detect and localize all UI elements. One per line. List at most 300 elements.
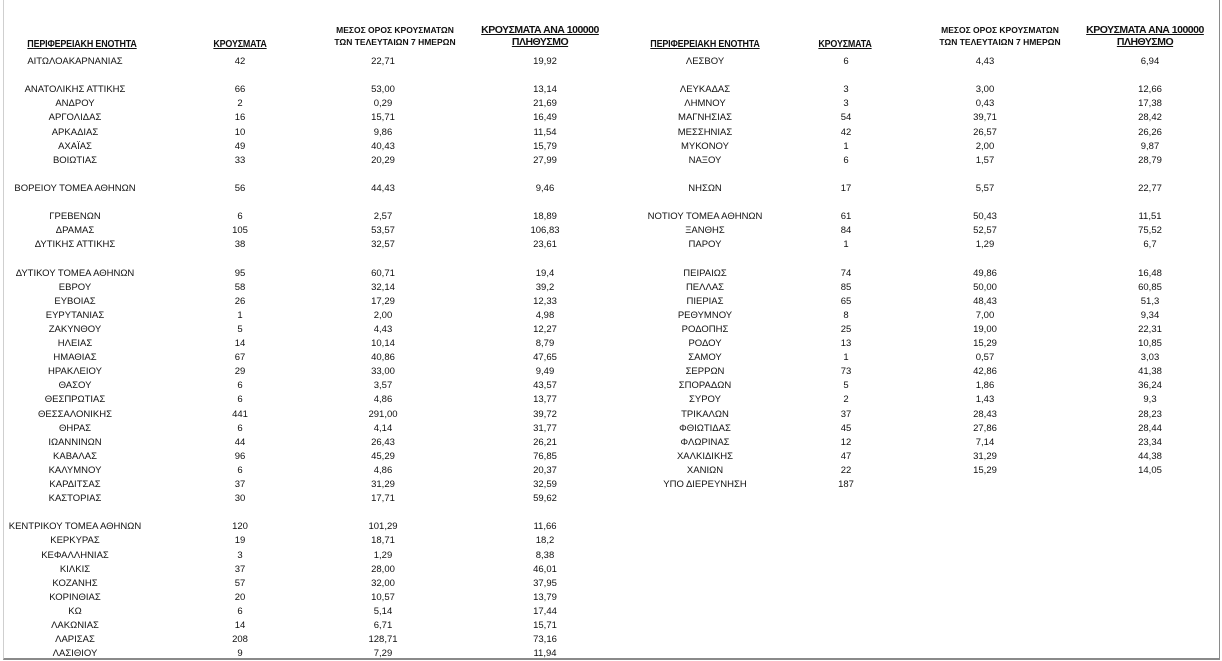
avg-cell: 17,71 xyxy=(371,493,395,505)
cases-cell: 187 xyxy=(838,479,854,490)
region-name-cell: ΜΕΣΣΗΝΙΑΣ xyxy=(677,126,733,138)
table-row xyxy=(0,351,620,365)
table-row xyxy=(0,97,620,111)
region-name-cell: ΙΩΑΝΝΙΝΩΝ xyxy=(48,436,102,448)
cases-cell: 441 xyxy=(232,408,248,420)
avg-cell: 53,57 xyxy=(371,225,395,237)
avg-cell: 26,57 xyxy=(973,126,997,138)
per-cell: 10,85 xyxy=(1138,338,1162,349)
avg-cell: 32,14 xyxy=(371,281,395,293)
avg-cell: 101,29 xyxy=(368,521,398,533)
avg-cell: 53,00 xyxy=(371,84,395,96)
table-row xyxy=(0,140,620,154)
per-cell: 11,66 xyxy=(533,521,557,533)
cases-cell: 25 xyxy=(840,323,852,335)
cases-cell: 6 xyxy=(237,422,243,434)
avg-cell: 50,00 xyxy=(973,281,997,293)
region-name-cell: ΡΟΔΟΥ xyxy=(688,338,722,349)
header-region: ΠΕΡΙΦΕΡΕΙΑΚΗ ΕΝΟΤΗΤΑ xyxy=(27,38,137,50)
region-name-cell: ΤΡΙΚΑΛΩΝ xyxy=(681,408,729,420)
cases-cell: 45 xyxy=(840,422,852,434)
table-row xyxy=(620,111,1220,125)
cases-cell: 6 xyxy=(843,56,849,67)
per-cell: 4,98 xyxy=(535,309,555,321)
cases-cell: 29 xyxy=(234,366,246,378)
table-row xyxy=(620,337,1220,351)
cases-cell: 37 xyxy=(234,479,246,490)
region-name-cell: ΓΡΕΒΕΝΩΝ xyxy=(49,211,101,223)
region-name-cell: ΦΛΩΡΙΝΑΣ xyxy=(680,436,730,448)
per-cell: 3,03 xyxy=(1140,352,1160,364)
avg-cell: 7,14 xyxy=(975,436,995,448)
table-row xyxy=(0,337,620,351)
avg-cell: 50,43 xyxy=(973,211,997,223)
cases-cell: 14 xyxy=(234,338,246,349)
per-cell: 22,77 xyxy=(1138,182,1162,194)
per-cell: 43,57 xyxy=(533,380,557,392)
cases-cell: 42 xyxy=(840,126,852,138)
table-row xyxy=(0,563,620,577)
cases-cell: 58 xyxy=(234,281,246,293)
region-name-cell: ΚΑΒΑΛΑΣ xyxy=(53,450,97,462)
table-row xyxy=(620,464,1220,478)
cases-cell: 30 xyxy=(234,493,246,505)
table-row xyxy=(0,408,620,422)
table-row xyxy=(0,309,620,323)
table-row xyxy=(0,436,620,450)
cases-cell: 17 xyxy=(840,182,852,194)
header-avg-line2: ΤΩΝ ΤΕΛΕΥΤΑΙΩΝ 7 ΗΜΕΡΩΝ xyxy=(334,37,456,47)
table-row xyxy=(0,365,620,379)
table-row xyxy=(0,323,620,337)
cases-cell: 66 xyxy=(234,84,246,96)
avg-cell: 32,57 xyxy=(371,239,395,251)
region-name-cell: ΑΡΚΑΔΙΑΣ xyxy=(51,126,99,138)
region-name-cell: ΚΟΖΑΝΗΣ xyxy=(52,577,98,589)
per-cell: 9,34 xyxy=(1140,309,1160,321)
avg-cell: 1,29 xyxy=(373,549,393,561)
cases-cell: 5 xyxy=(237,323,243,335)
avg-cell: 4,43 xyxy=(975,56,995,67)
avg-cell: 3,57 xyxy=(373,380,393,392)
table-row xyxy=(620,408,1220,422)
table-row xyxy=(0,83,620,97)
cases-cell: 61 xyxy=(840,211,852,223)
table-row xyxy=(620,365,1220,379)
per-cell: 73,16 xyxy=(533,634,557,646)
region-name-cell: ΠΙΕΡΙΑΣ xyxy=(686,295,724,307)
per-cell: 8,38 xyxy=(535,549,555,561)
cases-cell: 1 xyxy=(237,309,243,321)
per-cell: 13,79 xyxy=(533,591,557,603)
header-avg xyxy=(315,24,475,58)
region-name-cell: ΑΝΑΤΟΛΙΚΗΣ ΑΤΤΙΚΗΣ xyxy=(24,84,126,96)
avg-cell: 7,29 xyxy=(373,648,393,660)
avg-cell: 2,00 xyxy=(975,140,995,152)
cases-cell: 57 xyxy=(234,577,246,589)
avg-cell: 48,43 xyxy=(973,295,997,307)
per-cell: 18,89 xyxy=(533,211,557,223)
per-cell: 18,2 xyxy=(535,535,555,547)
per-cell: 28,79 xyxy=(1138,154,1162,166)
per-cell: 60,85 xyxy=(1138,281,1162,293)
table-row xyxy=(0,238,620,252)
avg-cell: 28,43 xyxy=(973,408,997,420)
header-per xyxy=(470,24,610,58)
per-cell: 16,48 xyxy=(1138,267,1162,279)
per-cell: 46,01 xyxy=(533,563,557,575)
region-name-cell: ΚΕΝΤΡΙΚΟΥ ΤΟΜΕΑ ΑΘΗΝΩΝ xyxy=(8,521,142,533)
header-per xyxy=(1075,24,1215,58)
cases-cell: 67 xyxy=(234,352,246,364)
cases-cell: 6 xyxy=(237,605,243,617)
table-row xyxy=(620,351,1220,365)
region-name-cell: ΚΕΦΑΛΛΗΝΙΑΣ xyxy=(41,549,109,561)
table-row xyxy=(0,577,620,591)
avg-cell: 1,57 xyxy=(975,154,995,166)
region-name-cell: ΣΥΡΟΥ xyxy=(689,394,721,406)
table-row xyxy=(620,97,1220,111)
region-name-cell: ΞΑΝΘΗΣ xyxy=(685,225,725,237)
table-row xyxy=(620,309,1220,323)
cases-cell: 74 xyxy=(840,267,852,279)
region-name-cell: ΛΑΡΙΣΑΣ xyxy=(55,634,95,646)
avg-cell: 27,86 xyxy=(973,422,997,434)
region-name-cell: ΝΑΞΟΥ xyxy=(688,154,722,166)
cases-cell: 33 xyxy=(234,154,246,166)
per-cell: 12,66 xyxy=(1138,84,1162,96)
table-row xyxy=(620,126,1220,140)
avg-cell: 15,29 xyxy=(973,338,997,349)
header-per-line2: ΠΛΗΘΥΣΜΟ xyxy=(1116,36,1174,48)
region-name-cell: ΗΡΑΚΛΕΙΟΥ xyxy=(48,366,102,378)
cases-cell: 44 xyxy=(234,436,246,448)
region-name-cell: ΚΟΡΙΝΘΙΑΣ xyxy=(49,591,101,603)
avg-cell: 15,71 xyxy=(371,112,395,124)
cases-cell: 13 xyxy=(840,338,852,349)
cases-cell: 1 xyxy=(843,239,849,251)
cases-cell: 2 xyxy=(843,394,849,406)
per-cell: 12,27 xyxy=(533,323,557,335)
table-row xyxy=(620,393,1220,407)
table-row xyxy=(620,323,1220,337)
region-name-cell: ΘΑΣΟΥ xyxy=(58,380,92,392)
region-name-cell: ΚΕΡΚΥΡΑΣ xyxy=(50,535,100,547)
avg-cell: 0,43 xyxy=(975,98,995,110)
header-per-line1: ΚΡΟΥΣΜΑΤΑ ΑΝΑ 100000 xyxy=(1086,24,1204,36)
region-name-cell: ΚΑΛΥΜΝΟΥ xyxy=(48,464,102,476)
cases-cell: 9 xyxy=(237,648,243,660)
table-row xyxy=(0,520,620,534)
avg-cell: 4,86 xyxy=(373,394,393,406)
region-name-cell: ΜΥΚΟΝΟΥ xyxy=(681,140,729,152)
avg-cell: 3,00 xyxy=(975,84,995,96)
table-row xyxy=(0,464,620,478)
per-cell: 44,38 xyxy=(1138,450,1162,462)
cases-cell: 120 xyxy=(232,521,248,533)
per-cell: 16,49 xyxy=(533,112,557,124)
per-cell: 28,23 xyxy=(1138,408,1162,420)
cases-cell: 42 xyxy=(234,56,246,67)
table-row xyxy=(620,210,1220,224)
table-row xyxy=(0,422,620,436)
table-row xyxy=(0,281,620,295)
table-row xyxy=(0,267,620,281)
per-cell: 31,77 xyxy=(533,422,557,434)
region-name-cell: ΠΕΛΛΑΣ xyxy=(685,281,725,293)
per-cell: 20,37 xyxy=(533,464,557,476)
avg-cell: 128,71 xyxy=(368,634,398,646)
region-name-cell: ΠΕΙΡΑΙΩΣ xyxy=(683,267,727,279)
table-row xyxy=(620,224,1220,238)
table-row xyxy=(0,379,620,393)
header-per-line1: ΚΡΟΥΣΜΑΤΑ ΑΝΑ 100000 xyxy=(481,24,599,36)
region-name-cell: ΛΕΥΚΑΔΑΣ xyxy=(679,84,731,96)
region-name-cell: ΚΑΡΔΙΤΣΑΣ xyxy=(49,479,101,490)
per-cell: 19,4 xyxy=(535,267,555,279)
region-name-cell: ΥΠΟ ΔΙΕΡΕΥΝΗΣΗ xyxy=(663,479,747,490)
avg-cell: 5,14 xyxy=(373,605,393,617)
region-name-cell: ΒΟΡΕΙΟΥ ΤΟΜΕΑ ΑΘΗΝΩΝ xyxy=(14,182,136,194)
avg-cell: 60,71 xyxy=(371,267,395,279)
region-name-cell: ΠΑΡΟΥ xyxy=(688,239,722,251)
region-name-cell: ΧΑΛΚΙΔΙΚΗΣ xyxy=(676,450,734,462)
region-name-cell: ΣΕΡΡΩΝ xyxy=(685,366,725,378)
table-row xyxy=(0,478,620,492)
per-cell: 59,62 xyxy=(533,493,557,505)
cases-cell: 6 xyxy=(237,211,243,223)
header-cases: ΚΡΟΥΣΜΑΤΑ xyxy=(213,38,267,50)
table-row xyxy=(0,591,620,605)
cases-cell: 6 xyxy=(237,394,243,406)
table-row xyxy=(0,224,620,238)
avg-cell: 40,86 xyxy=(371,352,395,364)
avg-cell: 19,00 xyxy=(973,323,997,335)
per-cell: 26,21 xyxy=(533,436,557,448)
region-name-cell: ΑΙΤΩΛΟΑΚΑΡΝΑΝΙΑΣ xyxy=(27,56,123,67)
per-cell: 11,51 xyxy=(1138,211,1162,223)
avg-cell: 49,86 xyxy=(973,267,997,279)
avg-cell: 17,29 xyxy=(371,295,395,307)
per-cell: 39,2 xyxy=(535,281,555,293)
avg-cell: 4,43 xyxy=(373,323,393,335)
per-cell: 22,31 xyxy=(1138,323,1162,335)
avg-cell: 15,29 xyxy=(973,464,997,476)
cases-cell: 1 xyxy=(843,140,849,152)
region-name-cell: ΛΑΣΙΘΙΟΥ xyxy=(52,648,98,660)
avg-cell: 31,29 xyxy=(371,479,395,490)
cases-cell: 12 xyxy=(840,436,852,448)
per-cell: 23,61 xyxy=(533,239,557,251)
region-name-cell: ΚΩ xyxy=(68,605,82,617)
per-cell: 47,65 xyxy=(533,352,557,364)
table-row xyxy=(620,422,1220,436)
avg-cell: 10,57 xyxy=(371,591,395,603)
table-row xyxy=(0,210,620,224)
region-name-cell: ΚΑΣΤΟΡΙΑΣ xyxy=(48,493,102,505)
avg-cell: 0,57 xyxy=(975,352,995,364)
cases-cell: 14 xyxy=(234,620,246,631)
cases-cell: 37 xyxy=(234,563,246,575)
region-name-cell: ΛΑΚΩΝΙΑΣ xyxy=(51,620,99,631)
cases-cell: 85 xyxy=(840,281,852,293)
per-cell: 106,83 xyxy=(530,225,560,237)
cases-cell: 208 xyxy=(232,634,248,646)
cases-cell: 3 xyxy=(843,84,849,96)
avg-cell: 0,29 xyxy=(373,98,393,110)
header-cases: ΚΡΟΥΣΜΑΤΑ xyxy=(818,38,872,50)
table-row xyxy=(620,83,1220,97)
avg-cell: 291,00 xyxy=(368,408,398,420)
region-name-cell: ΘΕΣΣΑΛΟΝΙΚΗΣ xyxy=(38,408,112,420)
table-row xyxy=(620,238,1220,252)
per-cell: 51,3 xyxy=(1140,295,1160,307)
per-cell: 17,44 xyxy=(533,605,557,617)
table-row xyxy=(0,619,620,633)
region-name-cell: ΕΥΡΥΤΑΝΙΑΣ xyxy=(45,309,105,321)
region-name-cell: ΖΑΚΥΝΘΟΥ xyxy=(48,323,102,335)
avg-cell: 40,43 xyxy=(371,140,395,152)
cases-cell: 1 xyxy=(843,352,849,364)
per-cell: 15,71 xyxy=(533,620,557,631)
avg-cell: 18,71 xyxy=(371,535,395,547)
avg-cell: 32,00 xyxy=(371,577,395,589)
table-row xyxy=(620,154,1220,168)
cases-cell: 22 xyxy=(840,464,852,476)
region-name-cell: ΛΗΜΝΟΥ xyxy=(684,98,726,110)
cases-cell: 10 xyxy=(234,126,246,138)
cases-cell: 38 xyxy=(234,239,246,251)
region-name-cell: ΑΝΔΡΟΥ xyxy=(55,98,95,110)
cases-cell: 105 xyxy=(232,225,248,237)
region-name-cell: ΦΘΙΩΤΙΔΑΣ xyxy=(679,422,731,434)
cases-cell: 26 xyxy=(234,295,246,307)
cases-cell: 65 xyxy=(840,295,852,307)
avg-cell: 2,00 xyxy=(373,309,393,321)
header-avg-line1: ΜΕΣΟΣ ΟΡΟΣ ΚΡΟΥΣΜΑΤΩΝ xyxy=(336,25,454,35)
cases-cell: 5 xyxy=(843,380,849,392)
avg-cell: 1,43 xyxy=(975,394,995,406)
avg-cell: 7,00 xyxy=(975,309,995,321)
table-row xyxy=(0,492,620,506)
per-cell: 14,05 xyxy=(1138,464,1162,476)
per-cell: 12,33 xyxy=(533,295,557,307)
avg-cell: 1,29 xyxy=(975,239,995,251)
per-cell: 6,94 xyxy=(1140,56,1160,67)
cases-cell: 6 xyxy=(237,380,243,392)
per-cell: 9,49 xyxy=(535,366,555,378)
avg-cell: 45,29 xyxy=(371,450,395,462)
region-name-cell: ΘΕΣΠΡΩΤΙΑΣ xyxy=(44,394,106,406)
cases-cell: 73 xyxy=(840,366,852,378)
table-row xyxy=(620,281,1220,295)
per-cell: 13,77 xyxy=(533,394,557,406)
table-row xyxy=(0,605,620,619)
cases-cell: 3 xyxy=(843,98,849,110)
table-row xyxy=(0,55,620,69)
table-row xyxy=(0,534,620,548)
cases-cell: 2 xyxy=(237,98,243,110)
header-avg xyxy=(920,24,1080,58)
avg-cell: 26,43 xyxy=(371,436,395,448)
region-name-cell: ΘΗΡΑΣ xyxy=(58,422,92,434)
avg-cell: 33,00 xyxy=(371,366,395,378)
per-cell: 28,42 xyxy=(1138,112,1162,124)
header-avg-line1: ΜΕΣΟΣ ΟΡΟΣ ΚΡΟΥΣΜΑΤΩΝ xyxy=(941,25,1059,35)
region-name-cell: ΚΙΛΚΙΣ xyxy=(59,563,91,575)
per-cell: 17,38 xyxy=(1138,98,1162,110)
region-name-cell: ΒΟΙΩΤΙΑΣ xyxy=(52,154,98,166)
cases-cell: 47 xyxy=(840,450,852,462)
cases-cell: 54 xyxy=(840,112,852,124)
region-name-cell: ΡΟΔΟΠΗΣ xyxy=(681,323,729,335)
region-name-cell: ΔΥΤΙΚΗΣ ΑΤΤΙΚΗΣ xyxy=(34,239,116,251)
cases-cell: 84 xyxy=(840,225,852,237)
per-cell: 11,94 xyxy=(533,648,557,660)
table-row xyxy=(620,450,1220,464)
per-cell: 41,38 xyxy=(1138,366,1162,378)
cases-cell: 6 xyxy=(237,464,243,476)
avg-cell: 31,29 xyxy=(973,450,997,462)
per-cell: 39,72 xyxy=(533,408,557,420)
cases-cell: 3 xyxy=(237,549,243,561)
table-row xyxy=(0,126,620,140)
region-name-cell: ΝΗΣΩΝ xyxy=(688,182,722,194)
per-cell: 11,54 xyxy=(533,126,557,138)
header-per-line2: ΠΛΗΘΥΣΜΟ xyxy=(511,36,569,48)
cases-cell: 16 xyxy=(234,112,246,124)
header-avg-line2: ΤΩΝ ΤΕΛΕΥΤΑΙΩΝ 7 ΗΜΕΡΩΝ xyxy=(939,37,1061,47)
region-name-cell: ΛΕΣΒΟΥ xyxy=(685,56,725,67)
region-name-cell: ΗΜΑΘΙΑΣ xyxy=(53,352,97,364)
header-region: ΠΕΡΙΦΕΡΕΙΑΚΗ ΕΝΟΤΗΤΑ xyxy=(650,38,760,50)
avg-cell: 20,29 xyxy=(371,154,395,166)
cases-cell: 56 xyxy=(234,182,246,194)
region-name-cell: ΣΑΜΟΥ xyxy=(688,352,722,364)
table-row xyxy=(0,647,620,661)
cases-cell: 19 xyxy=(234,535,246,547)
per-cell: 13,14 xyxy=(533,84,557,96)
per-cell: 15,79 xyxy=(533,140,557,152)
avg-cell: 5,57 xyxy=(975,182,995,194)
per-cell: 21,69 xyxy=(533,98,557,110)
avg-cell: 10,14 xyxy=(371,338,395,349)
per-cell: 23,34 xyxy=(1138,436,1162,448)
cases-cell: 95 xyxy=(234,267,246,279)
region-name-cell: ΡΕΘΥΜΝΟΥ xyxy=(677,309,733,321)
avg-cell: 1,86 xyxy=(975,380,995,392)
avg-cell: 42,86 xyxy=(973,366,997,378)
per-cell: 9,87 xyxy=(1140,140,1160,152)
table-row xyxy=(0,154,620,168)
avg-cell: 2,57 xyxy=(373,211,393,223)
cases-cell: 96 xyxy=(234,450,246,462)
per-cell: 28,44 xyxy=(1138,422,1162,434)
per-cell: 26,26 xyxy=(1138,126,1162,138)
table-row xyxy=(620,478,1220,492)
avg-cell: 44,43 xyxy=(371,182,395,194)
avg-cell: 52,57 xyxy=(973,225,997,237)
avg-cell: 28,00 xyxy=(371,563,395,575)
region-name-cell: ΝΟΤΙΟΥ ΤΟΜΕΑ ΑΘΗΝΩΝ xyxy=(647,211,763,223)
table-row xyxy=(0,111,620,125)
table-row xyxy=(620,295,1220,309)
avg-cell: 9,86 xyxy=(373,126,393,138)
per-cell: 19,92 xyxy=(533,56,557,67)
region-name-cell: ΗΛΕΙΑΣ xyxy=(57,338,93,349)
table-row xyxy=(620,436,1220,450)
avg-cell: 4,86 xyxy=(373,464,393,476)
